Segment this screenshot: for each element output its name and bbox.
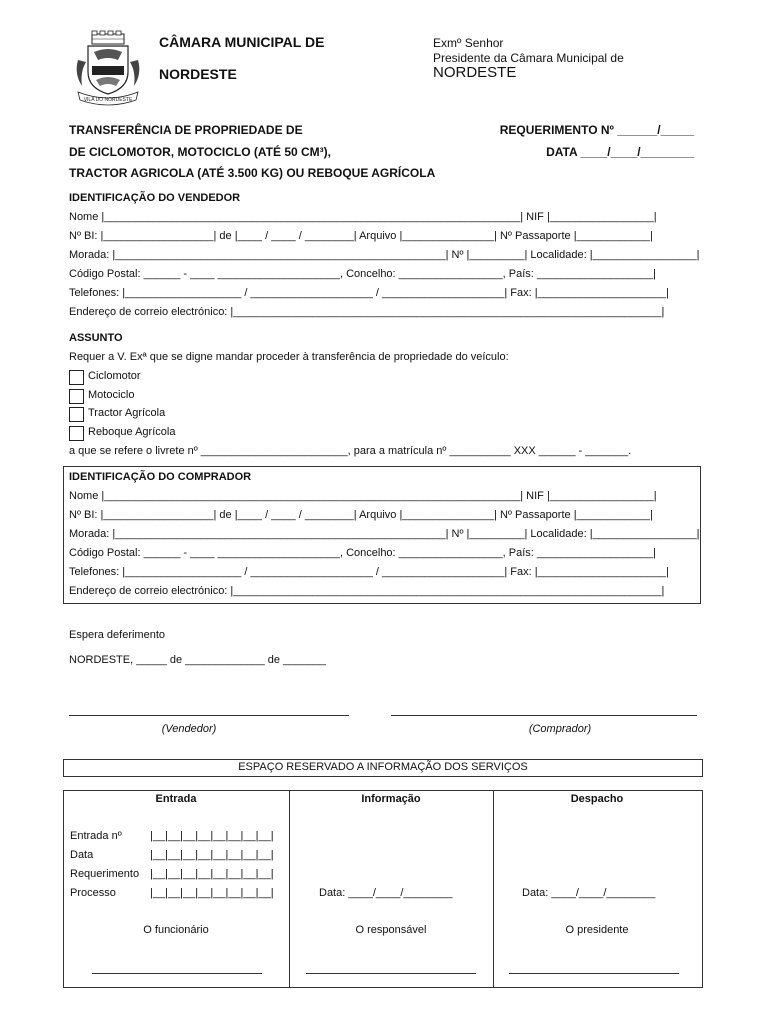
addressee-line1: Exmº Senhor	[433, 36, 504, 50]
entrada-requerimento-boxes[interactable]: |__|__|__|__|__|__|__|__|	[150, 868, 274, 880]
entrada-data-boxes[interactable]: |__|__|__|__|__|__|__|__|	[150, 849, 274, 861]
option-label-motociclo: Motociclo	[88, 389, 135, 401]
checkbox-motociclo[interactable]	[69, 389, 84, 404]
form-title-line1: TRANSFERÊNCIA DE PROPRIEDADE DE	[69, 123, 303, 137]
col-header-informacao: Informação	[361, 793, 421, 805]
buyer-name-nif-field[interactable]: Nome |____________________________________________________________________| NIF |_________________|	[69, 490, 657, 502]
form-title-line2: DE CICLOMOTOR, MOTOCICLO (ATÉ 50 CM³),	[69, 145, 331, 159]
seller-name-nif-field[interactable]: Nome |____________________________________________________________________| NIF |_________________|	[69, 211, 657, 223]
buyer-section-heading: IDENTIFICAÇÃO DO COMPRADOR	[69, 471, 252, 483]
espera-deferimento: Espera deferimento	[69, 629, 165, 641]
services-table-divider-2	[493, 790, 494, 987]
funcionario-label: O funcionário	[143, 924, 209, 936]
addressee-line2: Presidente da Câmara Municipal de	[433, 51, 624, 65]
request-date-field[interactable]: DATA ____/____/________	[546, 145, 694, 159]
subject-heading: ASSUNTO	[69, 332, 123, 344]
buyer-bi-field[interactable]: Nº BI: |__________________| de |____ / ____ / ________| Arquivo |_______________| Nº Passaporte |____________|	[69, 509, 653, 521]
informacao-date-field[interactable]: Data: ____/____/________	[319, 887, 453, 899]
services-table-divider-1	[289, 790, 290, 987]
seller-section-heading: IDENTIFICAÇÃO DO VENDEDOR	[69, 192, 241, 204]
option-label-ciclomotor: Ciclomotor	[88, 370, 141, 382]
seller-bi-field[interactable]: Nº BI: |__________________| de |____ / ____ / ________| Arquivo |_______________| Nº Passaporte |____________|	[69, 230, 653, 242]
entrada-numero-boxes[interactable]: |__|__|__|__|__|__|__|__|	[150, 830, 274, 842]
responsavel-signature-line[interactable]	[306, 973, 476, 974]
entrada-processo-boxes[interactable]: |__|__|__|__|__|__|__|__|	[150, 887, 274, 899]
entrada-numero-label: Entrada nº	[70, 830, 122, 842]
entrada-data-label: Data	[70, 849, 94, 861]
despacho-date-field[interactable]: Data: ____/____/________	[522, 887, 656, 899]
checkbox-reboque-agricola[interactable]	[69, 426, 84, 441]
buyer-signature-line[interactable]	[391, 715, 697, 716]
addressee-line3: NORDESTE	[433, 64, 517, 81]
form-title-line3: TRACTOR AGRICOLA (ATÉ 3.500 KG) OU REBOQUE AGRÍCOLA	[69, 166, 436, 180]
org-name-line2: NORDESTE	[159, 66, 237, 82]
entrada-processo-label: Processo	[70, 887, 116, 899]
place-date-field[interactable]: NORDESTE, _____ de _____________ de _______	[69, 654, 326, 666]
presidente-signature-line[interactable]	[509, 973, 679, 974]
livrete-matricula-field[interactable]: a que se refere o livrete nº ________________________, para a matrícula nº __________ XXX ______ - _______.	[69, 445, 632, 457]
checkbox-ciclomotor[interactable]	[69, 370, 84, 385]
crest-ribbon-text: VILA DO NORDESTE	[83, 97, 133, 103]
seller-postal-field[interactable]: Código Postal: ______ - ____ ____________________, Concelho: _________________, País: ___________________|	[69, 268, 656, 280]
entrada-requerimento-label: Requerimento	[70, 868, 140, 880]
responsavel-label: O responsável	[355, 924, 427, 936]
buyer-email-field[interactable]: Endereço de correio electrónico: |______________________________________________________________________|	[69, 585, 665, 597]
requerimento-number-field[interactable]: REQUERIMENTO Nº ______/_____	[499, 123, 694, 137]
seller-signature-label: (Vendedor)	[161, 723, 217, 735]
seller-address-field[interactable]: Morada: |______________________________________________________| Nº |_________| Localidade: |_________________|	[69, 249, 700, 261]
buyer-signature-label: (Comprador)	[528, 723, 592, 735]
org-name-line1: CÂMARA MUNICIPAL DE	[159, 34, 325, 50]
services-banner-text: ESPAÇO RESERVADO A INFORMAÇÃO DOS SERVIÇOS	[238, 761, 528, 773]
buyer-phones-field[interactable]: Telefones: |___________________ / ____________________ / ____________________| Fax: |_____________________|	[69, 566, 669, 578]
municipal-crest-icon	[70, 30, 146, 106]
subject-intro: Requer a V. Exª que se digne mandar proceder à transferência de propriedade do veículo:	[69, 351, 509, 363]
col-header-entrada: Entrada	[155, 793, 197, 805]
option-label-reboque-agricola: Reboque Agrícola	[88, 426, 176, 438]
seller-phones-field[interactable]: Telefones: |___________________ / ____________________ / ____________________| Fax: |_____________________|	[69, 287, 669, 299]
seller-email-field[interactable]: Endereço de correio electrónico: |______________________________________________________________________|	[69, 306, 665, 318]
checkbox-tractor-agricola[interactable]	[69, 407, 84, 422]
presidente-label: O presidente	[565, 924, 629, 936]
buyer-address-field[interactable]: Morada: |______________________________________________________| Nº |_________| Localidade: |_________________|	[69, 528, 700, 540]
seller-signature-line[interactable]	[69, 715, 349, 716]
option-label-tractor-agricola: Tractor Agrícola	[88, 407, 166, 419]
col-header-despacho: Despacho	[570, 793, 624, 805]
funcionario-signature-line[interactable]	[92, 973, 262, 974]
buyer-postal-field[interactable]: Código Postal: ______ - ____ ____________________, Concelho: _________________, País: ___________________|	[69, 547, 656, 559]
